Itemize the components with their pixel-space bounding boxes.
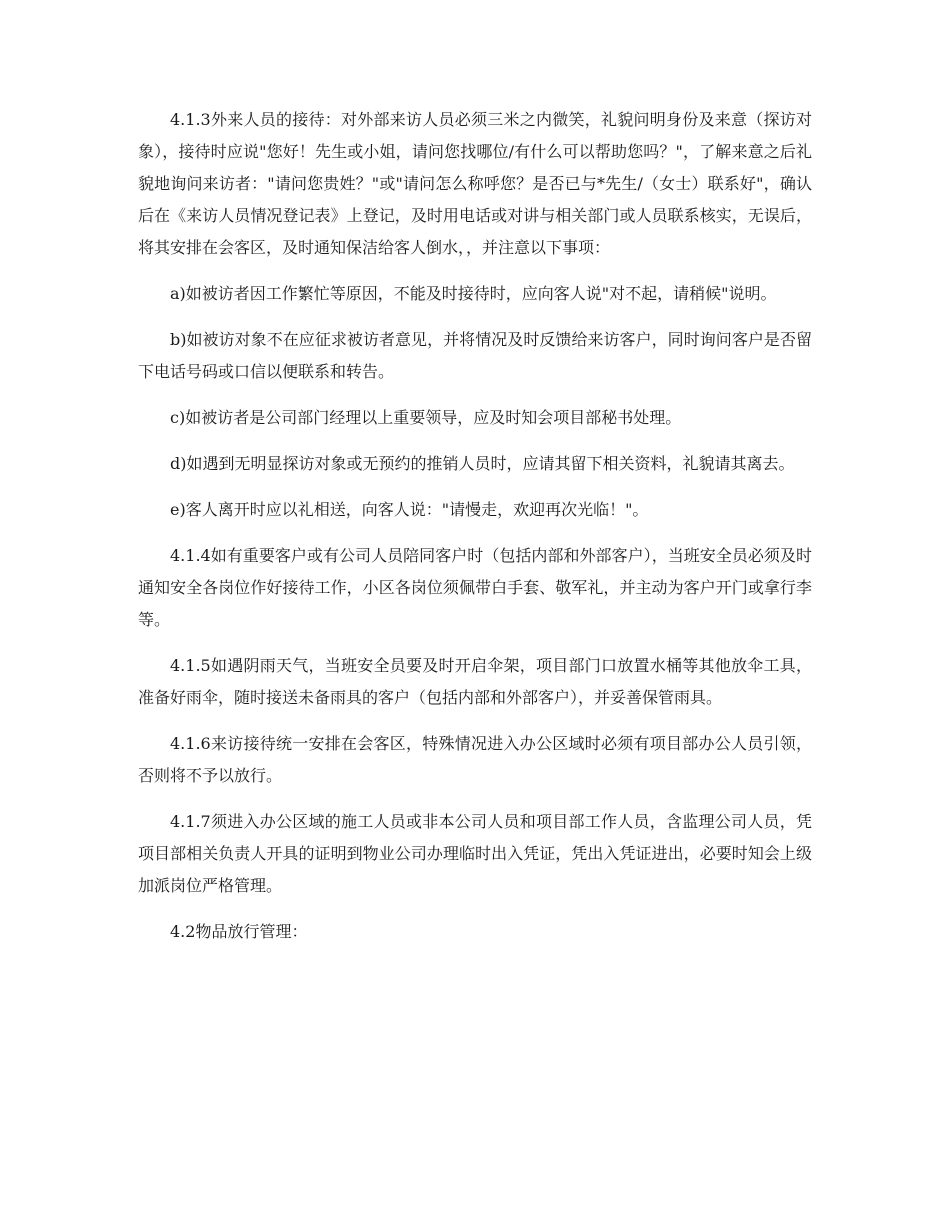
document-body — [138, 104, 812, 962]
paragraph-item-d: d)如遇到无明显探访对象或无预约的推销人员时，应请其留下相关资料，礼貌请其离去。 — [170, 454, 795, 473]
paragraph-4-1-7: 4.1.7须进入办公区域的施工人员或非本公司人员和项目部工作人员，含监理公司人员，凭项目部相关负责人开具的证明到物业公司办理临时出入凭证，凭出入凭证进出，必要时知会上级加派岗位严格管理。 — [138, 812, 812, 895]
paragraph-item-e: e)客人离开时应以礼相送，向客人说："请慢走，欢迎再次光临！"。 — [170, 500, 649, 519]
section-heading-4-2: 4.2物品放行管理： — [170, 922, 308, 941]
paragraph-4-1-5: 4.1.5如遇阴雨天气，当班安全员要及时开启伞架，项目部门口放置水桶等其他放伞工具，准备好雨伞，随时接送未备雨具的客户（包括内部和外部客户），并妥善保管雨具。 — [138, 656, 812, 707]
paragraph-item-b: b)如被访对象不在应征求被访者意见，并将情况及时反馈给来访客户，同时询问客户是否留下电话号码或口信以便联系和转告。 — [138, 330, 812, 381]
paragraph-4-1-6: 4.1.6来访接待统一安排在会客区，特殊情况进入办公区域时必须有项目部办公人员引领，否则将不予以放行。 — [138, 734, 812, 785]
paragraph-item-a: a)如被访者因工作繁忙等原因，不能及时接待时，应向客人说"对不起，请稍候"说明。 — [170, 284, 777, 303]
paragraph-4-1-3: 4.1.3外来人员的接待：对外部来访人员必须三米之内微笑，礼貌问明身份及来意（探访对象），接待时应说"您好！先生或小姐，请问您找哪位/有什么可以帮助您吗？"，了解来意之后礼貌地询问来访者："请问您贵姓？"或"请问怎么称呼您？是否已与*先生/（女士）联系好"，确认后在《来访人员情况登记表》上登记，及时用电话或对讲与相关部门或人员联系核实，无误后，将其安排在会客区，及时通知保洁给客人倒水，，并注意以下事项： — [138, 110, 812, 257]
paragraph-item-c: c)如被访者是公司部门经理以上重要领导，应及时知会项目部秘书处理。 — [170, 408, 682, 427]
paragraph-4-1-4: 4.1.4如有重要客户或有公司人员陪同客户时（包括内部和外部客户），当班安全员必须及时通知安全各岗位作好接待工作，小区各岗位须佩带白手套、敬军礼，并主动为客户开门或拿行李等。 — [138, 546, 812, 629]
